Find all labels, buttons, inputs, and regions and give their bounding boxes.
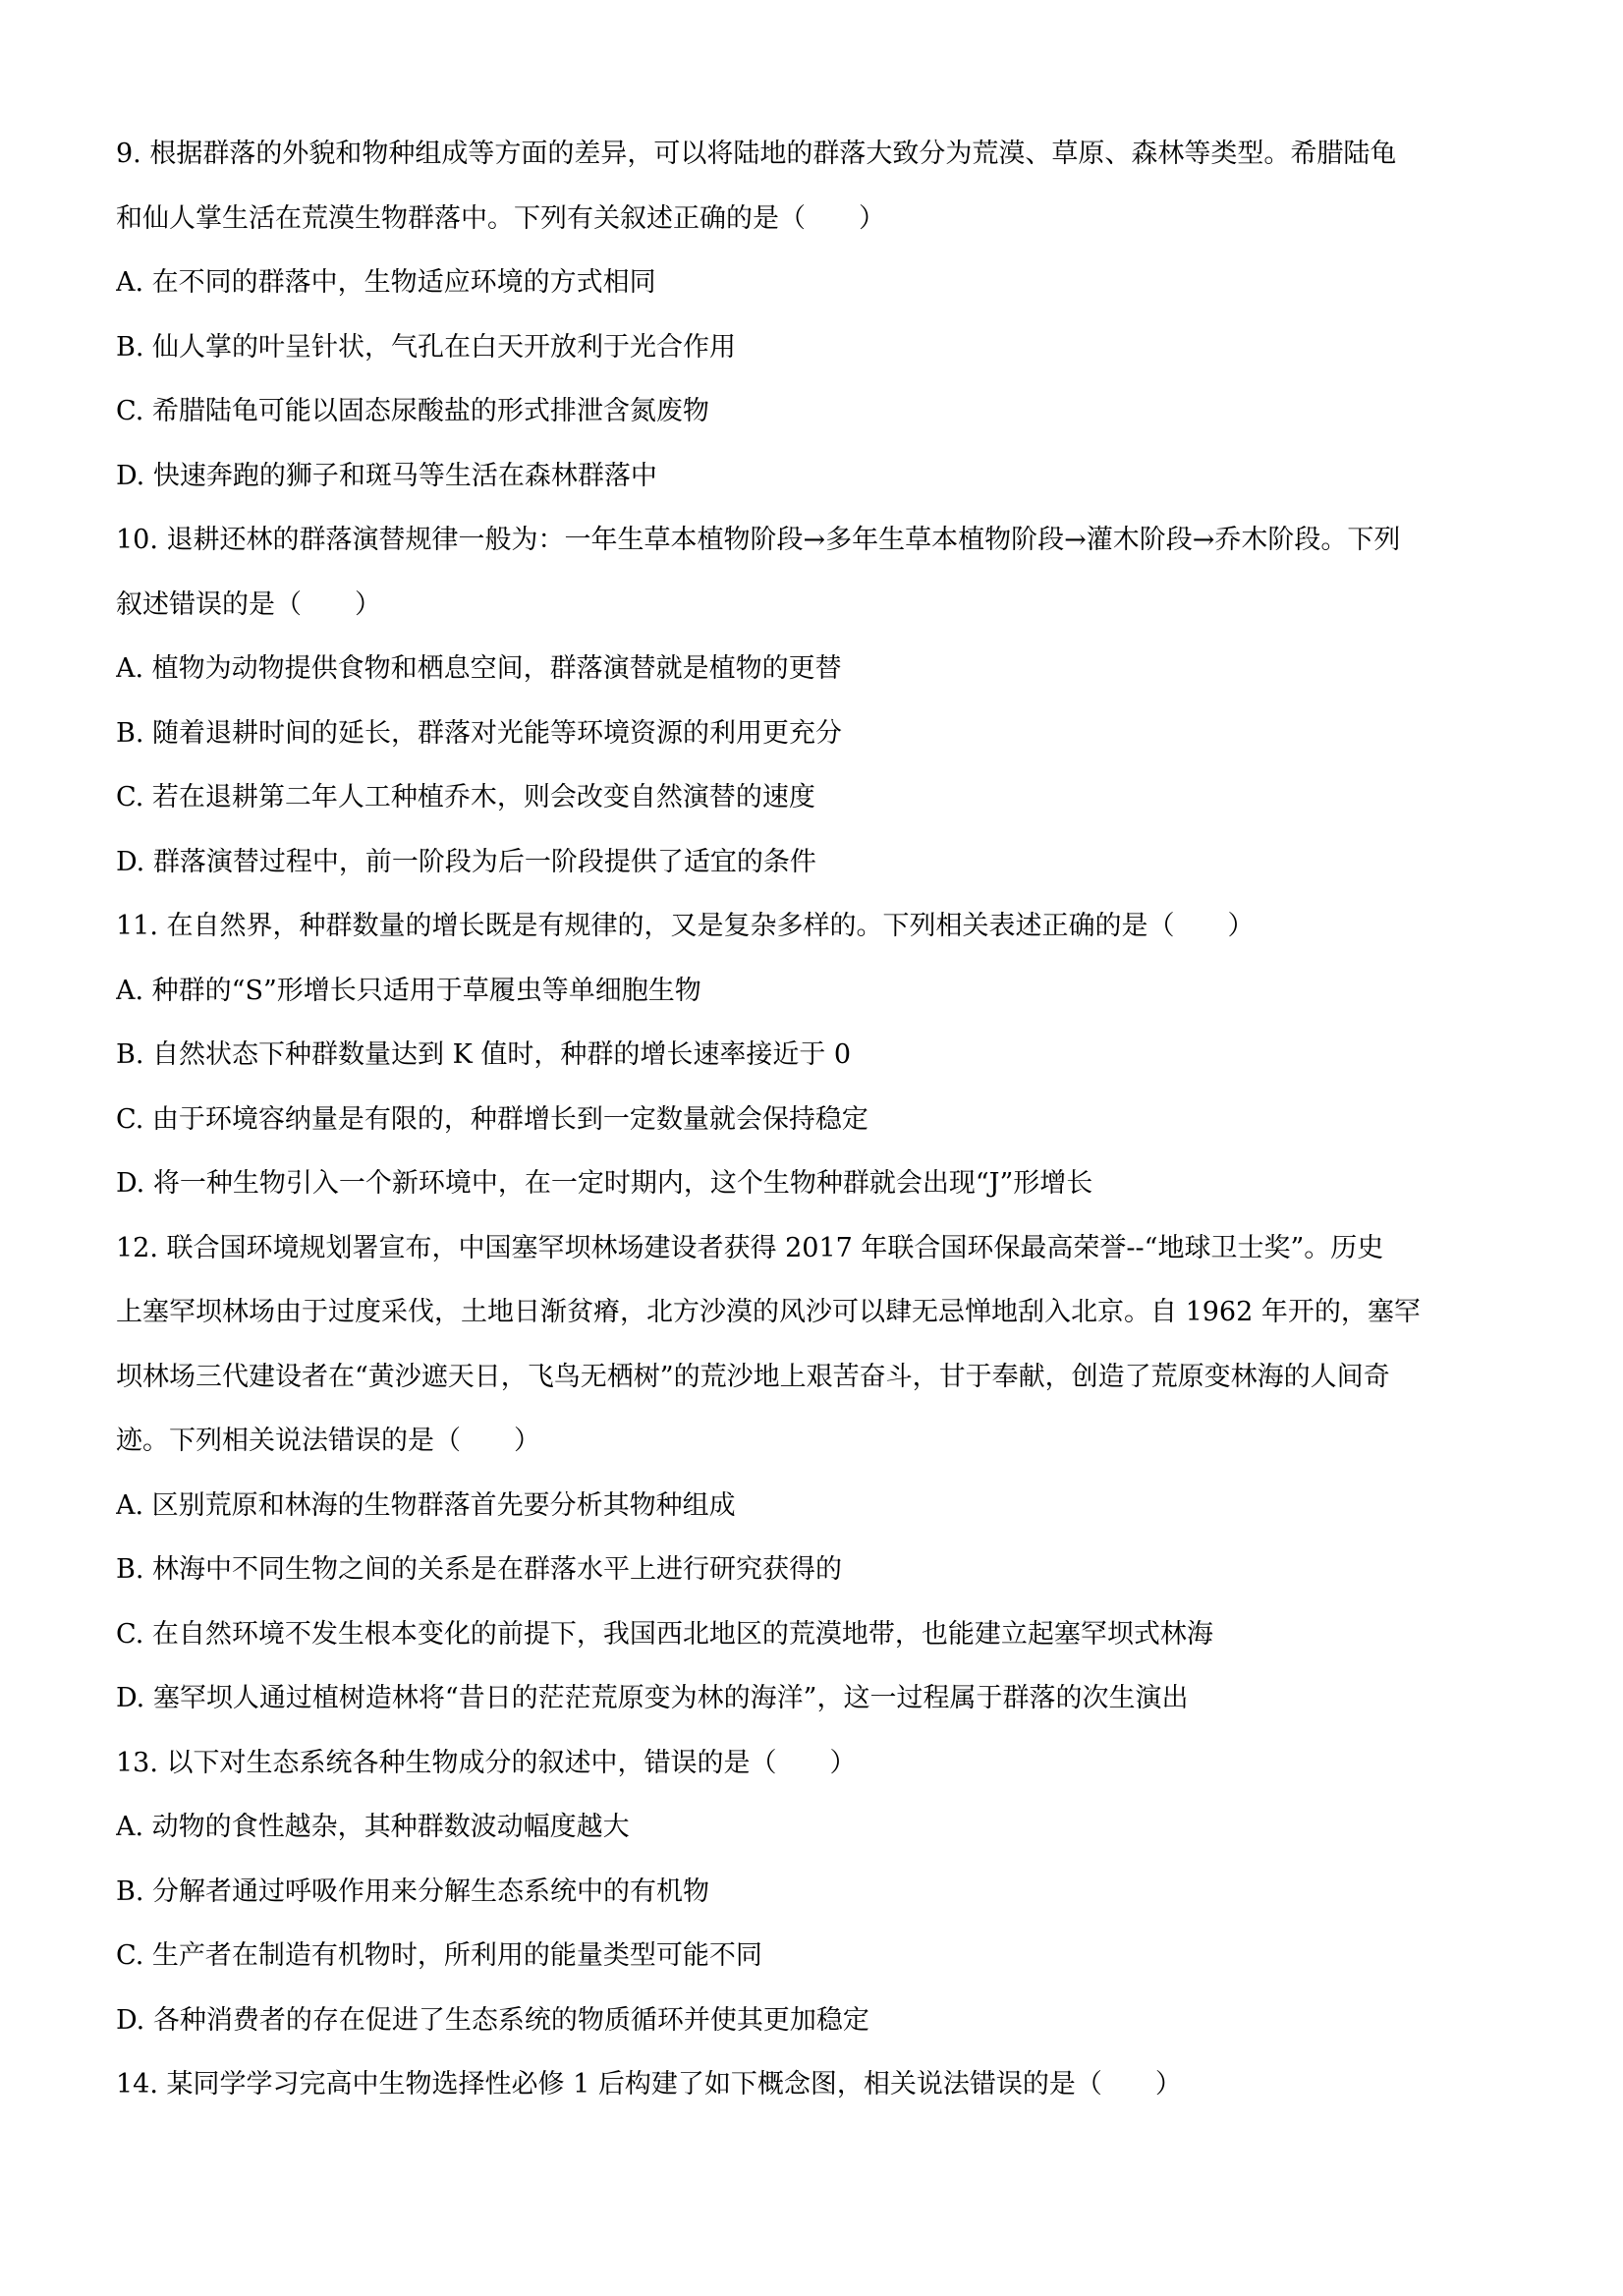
question-stem-line: 上塞罕坝林场由于过度采伐，土地日渐贫瘠，北方沙漠的风沙可以肆无忌惮地刮入北京。自 1962 年开的，塞罕 <box>116 1297 1421 1327</box>
question-stem-line: 叙述错误的是（ ） <box>116 588 381 620</box>
question-stem-line: 坝林场三代建设者在“黄沙遮天日，飞鸟无栖树”的荒沙地上艰苦奋斗，甘于奉献，创造了荒原变林海的人间奇 <box>116 1361 1390 1392</box>
option-d: D. 将一种生物引入一个新环境中，在一定时期内，这个生物种群就会出现“J”形增长 <box>116 1168 1093 1199</box>
question-stem-line: 和仙人掌生活在荒漠生物群落中。下列有关叙述正确的是（ ） <box>116 202 885 234</box>
option-d: D. 群落演替过程中，前一阶段为后一阶段提供了适宜的条件 <box>116 846 816 877</box>
question-stem-line: 12. 联合国环境规划署宣布，中国塞罕坝林场建设者获得 2017 年联合国环保最高荣誉--“地球卫士奖”。历史 <box>116 1232 1384 1263</box>
option-d: D. 快速奔跑的狮子和斑马等生活在森林群落中 <box>116 460 657 491</box>
question-14 <box>116 2060 1521 2125</box>
option-c: C. 在自然环境不发生根本变化的前提下，我国西北地区的荒漠地带，也能建立起塞罕坝式林海 <box>116 1618 1213 1650</box>
option-b: B. 随着退耕时间的延长，群落对光能等环境资源的利用更充分 <box>116 717 843 749</box>
question-9 <box>116 130 1521 516</box>
option-b: B. 林海中不同生物之间的关系是在群落水平上进行研究获得的 <box>116 1554 843 1585</box>
option-c: C. 若在退耕第二年人工种植乔木，则会改变自然演替的速度 <box>116 782 815 812</box>
question-12 <box>116 1224 1521 1739</box>
option-a: A. 动物的食性越杂，其种群数波动幅度越大 <box>116 1812 630 1842</box>
question-stem-line: 14. 某同学学习完高中生物选择性必修 1 后构建了如下概念图，相关说法错误的是（ ） <box>116 2069 1182 2100</box>
question-stem-line: 13. 以下对生态系统各种生物成分的叙述中，错误的是（ ） <box>116 1747 857 1778</box>
option-b: B. 自然状态下种群数量达到 K 值时，种群的增长速率接近于 0 <box>116 1039 852 1070</box>
question-11 <box>116 902 1521 1224</box>
option-d: D. 塞罕坝人通过植树造林将“昔日的茫茫荒原变为林的海洋”，这一过程属于群落的次生演出 <box>116 1683 1189 1713</box>
option-b: B. 分解者通过呼吸作用来分解生态系统中的有机物 <box>116 1876 710 1907</box>
option-a: A. 种群的“S”形增长只适用于草履虫等单细胞生物 <box>116 975 701 1006</box>
option-c: C. 希腊陆龟可能以固态尿酸盐的形式排泄含氮废物 <box>116 396 709 426</box>
option-b: B. 仙人掌的叶呈针状，气孔在白天开放利于光合作用 <box>116 331 737 363</box>
exam-page <box>116 130 1521 2125</box>
question-stem-line: 11. 在自然界，种群数量的增长既是有规律的，又是复杂多样的。下列相关表述正确的是（ ） <box>116 911 1255 941</box>
option-c: C. 由于环境容纳量是有限的，种群增长到一定数量就会保持稳定 <box>116 1103 868 1135</box>
option-d: D. 各种消费者的存在促进了生态系统的物质循环并使其更加稳定 <box>116 2004 869 2036</box>
question-stem-line: 9. 根据群落的外貌和物种组成等方面的差异，可以将陆地的群落大致分为荒漠、草原、森林等类型。希腊陆龟 <box>116 139 1397 169</box>
question-13 <box>116 1739 1521 2061</box>
question-stem-line: 10. 退耕还林的群落演替规律一般为：一年生草本植物阶段→多年生草本植物阶段→灌木阶段→乔木阶段。下列 <box>116 525 1401 555</box>
option-c: C. 生产者在制造有机物时，所利用的能量类型可能不同 <box>116 1940 762 1971</box>
question-stem-line: 迹。下列相关说法错误的是（ ） <box>116 1426 540 1456</box>
option-a: A. 在不同的群落中，生物适应环境的方式相同 <box>116 267 656 298</box>
option-a: A. 区别荒原和林海的生物群落首先要分析其物种组成 <box>116 1489 736 1521</box>
question-10 <box>116 516 1521 902</box>
option-a: A. 植物为动物提供食物和栖息空间，群落演替就是植物的更替 <box>116 653 842 684</box>
